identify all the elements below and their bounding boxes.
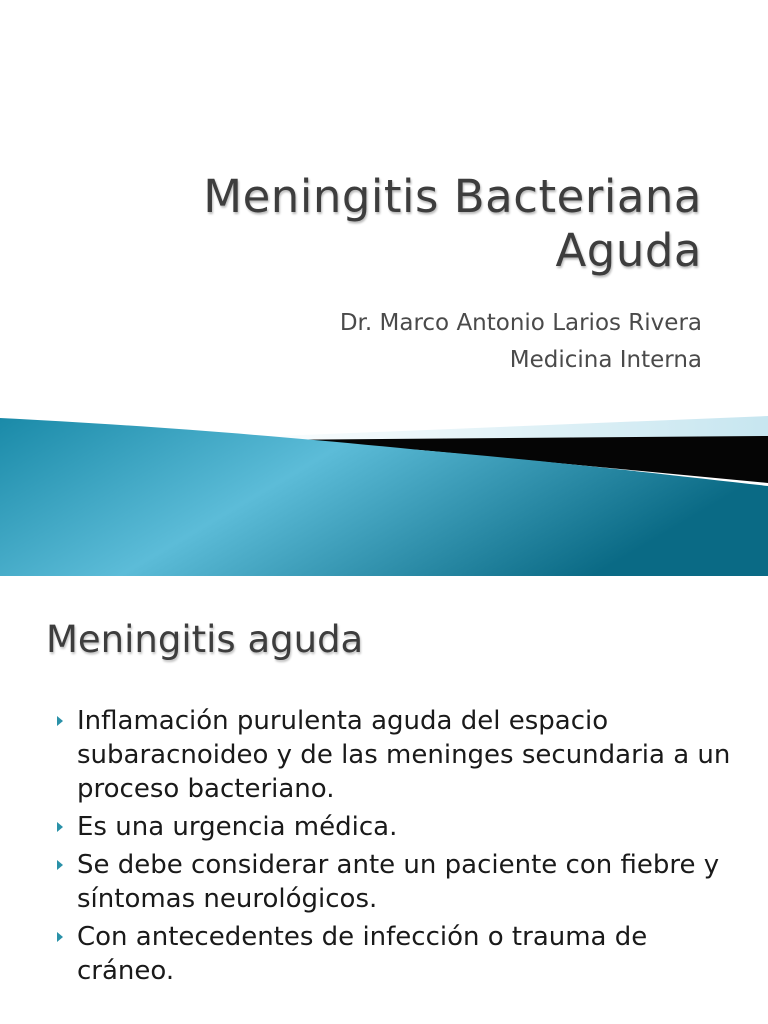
- list-item-text: Es una urgencia médica.: [77, 812, 398, 842]
- list-item: [54, 810, 734, 844]
- slide-title-line2: Aguda: [555, 224, 702, 277]
- decorative-wave-band: [0, 410, 768, 576]
- list-item: [54, 848, 734, 916]
- department-name: Medicina Interna: [509, 347, 702, 373]
- slide-subtitle: [62, 305, 702, 379]
- content-slide: [0, 576, 768, 1024]
- list-item-text: Con antecedentes de infección o trauma de cráneo.: [77, 922, 648, 986]
- list-item: [54, 704, 734, 806]
- list-item-text: Inflamación purulenta aguda del espacio subaracnoideo y de las meninges secundaria a un proceso bacteriano.: [77, 706, 731, 804]
- bullet-list: [54, 704, 734, 992]
- triangle-bullet-icon: [57, 822, 63, 832]
- slide-title: [62, 170, 702, 278]
- content-slide-title: Meningitis aguda: [46, 618, 364, 661]
- list-item: [54, 920, 734, 988]
- triangle-bullet-icon: [57, 860, 63, 870]
- triangle-bullet-icon: [57, 932, 63, 942]
- triangle-bullet-icon: [57, 716, 63, 726]
- author-name: Dr. Marco Antonio Larios Rivera: [339, 310, 702, 336]
- slide-title-line1: Meningitis Bacteriana: [203, 170, 702, 223]
- list-item-text: Se debe considerar ante un paciente con fiebre y síntomas neurológicos.: [77, 850, 720, 914]
